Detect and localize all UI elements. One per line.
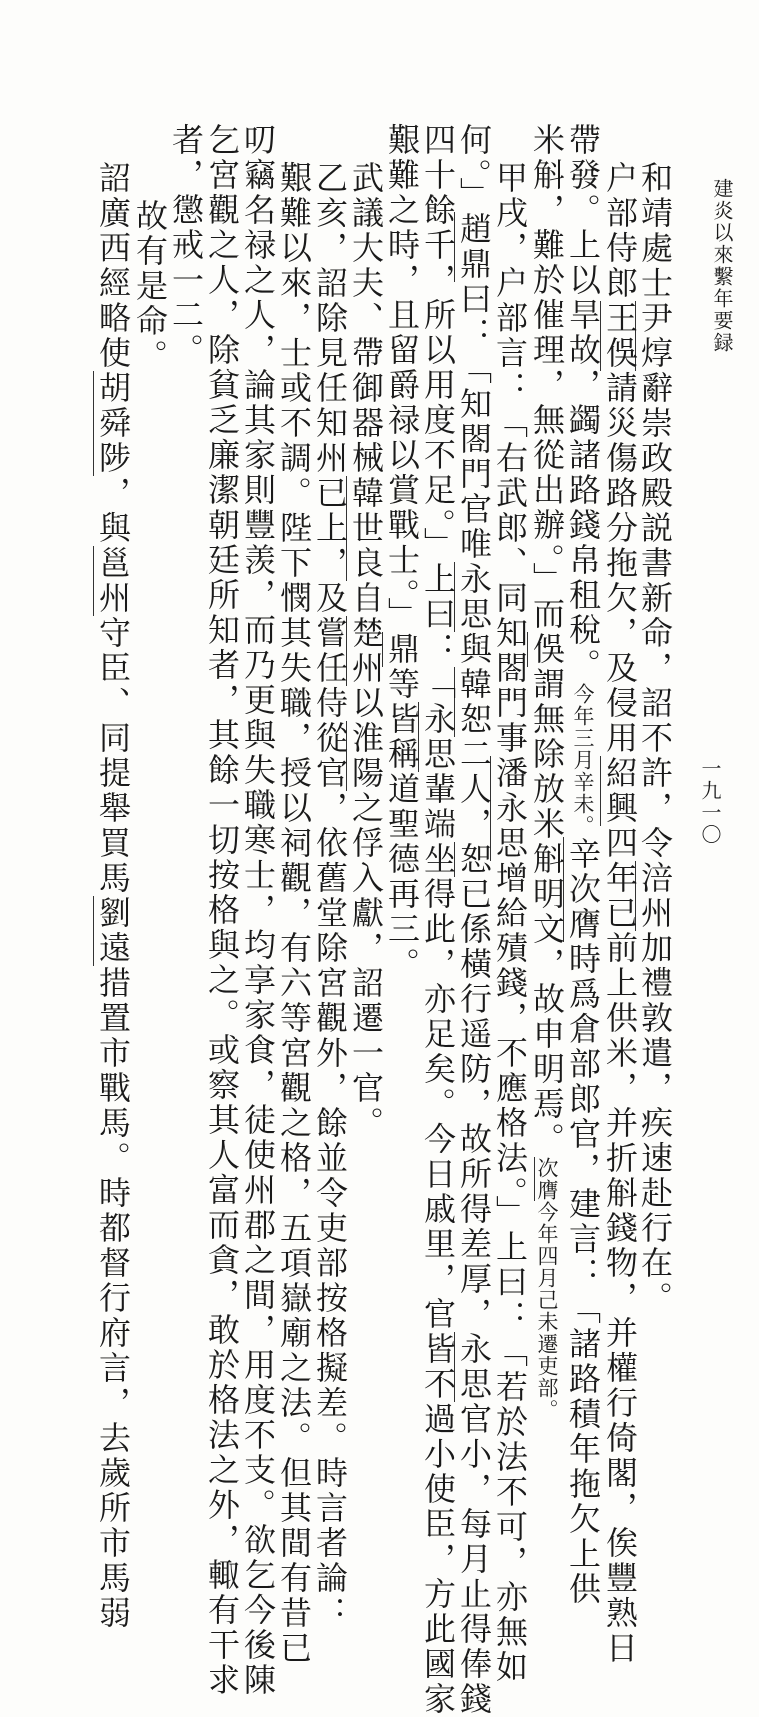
- text-segment: 何。」: [455, 123, 493, 212]
- proper-name: 辛次膺: [564, 837, 602, 942]
- text-segment: 二人，: [455, 737, 493, 842]
- text-segment: 之俘入獻，詔遷一官。: [347, 791, 385, 1141]
- text-column: [602, 161, 638, 1666]
- text-segment: 乞宮觀之人，除貧乏廉潔朝廷所知者，其餘一切按格與之。或察其人富而貪，敢於格法之外，輙有干求: [203, 123, 241, 1698]
- text-column: [95, 161, 131, 1631]
- text-column: [132, 199, 168, 374]
- text-segment: 米斛，難於催理，無從出辦。」而: [528, 123, 566, 632]
- text-segment: 乙亥，詔除見任知州已上，及嘗任侍從官，依舊堂除宮觀外，餘並令吏部按格擬差。時言者論：: [311, 161, 349, 1631]
- page-number: 一九一〇: [698, 758, 722, 846]
- text-segment: 甲戌，户部言：「右武郎、同知閤門事: [491, 161, 529, 756]
- book-title-header: 建炎以來繫年要録: [710, 178, 734, 354]
- proper-name: 王俁: [601, 301, 639, 371]
- proper-name: 永思: [455, 1332, 493, 1402]
- text-segment: 守臣、同提舉買馬: [94, 616, 132, 896]
- proper-name: 紹興: [601, 756, 639, 826]
- proper-name: 恕: [455, 842, 493, 877]
- proper-name: 胡舜陟: [94, 371, 132, 476]
- text-segment: 帶發。上以旱故，蠲諸路錢帛租稅。: [564, 123, 602, 683]
- text-segment: 已係橫行遥防，故所得差厚，: [455, 877, 493, 1332]
- text-column: [348, 161, 384, 1141]
- text-column: [240, 123, 276, 1698]
- proper-name: 楚州: [347, 616, 385, 686]
- proper-name: 劉遠: [94, 896, 132, 966]
- text-column: [384, 123, 420, 982]
- text-segment: 和靖處士: [636, 161, 674, 301]
- annotation-note: 今年三月辛未。: [571, 683, 595, 837]
- text-segment: 增給㱴錢，不應格法。」上曰：「若於法不可，亦無如: [491, 861, 529, 1685]
- text-segment: 艱難以來，士或不調。陛下憫其失職，授以祠觀，有六等宮觀之格，五項嶽廟之法。但其間有昔已: [275, 161, 313, 1666]
- text-column: [168, 123, 204, 368]
- text-segment: 四十餘千，所以用度不足。」上曰：「: [419, 123, 457, 702]
- text-segment: 曰：「知閤門官唯: [455, 282, 493, 562]
- proper-name: 尹焞: [636, 301, 674, 371]
- text-segment: 故有是命。: [131, 199, 169, 374]
- text-column: [529, 123, 565, 1421]
- text-segment: 以: [347, 686, 385, 721]
- text-segment: 詔廣西經略使: [94, 161, 132, 371]
- proper-name: 永思: [455, 562, 493, 632]
- text-segment: 請災傷路分拖欠，及侵用: [601, 371, 639, 756]
- text-segment: 户部侍郎: [601, 161, 639, 301]
- proper-name: 韓恕: [455, 667, 493, 737]
- text-segment: 四年已前上供米，并折斛錢物，并權行倚閣，俟豐熟日: [601, 826, 639, 1666]
- text-segment: ，與: [94, 476, 132, 546]
- proper-name: 邕州: [94, 546, 132, 616]
- text-column: [492, 161, 528, 1685]
- text-column: [204, 123, 240, 1698]
- text-column: [276, 161, 312, 1666]
- text-segment: 加禮敦遣，疾速赴行在。: [636, 931, 674, 1316]
- proper-name: 潘永思: [491, 756, 529, 861]
- text-column: [565, 123, 601, 1607]
- text-segment: 時爲倉部郎官，建言：「諸路積年拖欠上供: [564, 942, 602, 1607]
- proper-name: 涪州: [636, 861, 674, 931]
- text-segment: 等皆稱道聖德再三。: [383, 667, 421, 982]
- text-column: [312, 161, 348, 1631]
- proper-name: 趙鼎: [455, 212, 493, 282]
- proper-name: 鼎: [383, 632, 421, 667]
- annotation-note: 次膺: [535, 1157, 559, 1201]
- text-column: [420, 123, 456, 1717]
- annotation-note: 今年四月己未遷吏部。: [535, 1201, 559, 1421]
- text-segment: 輩端坐得此，亦足矣。今日戚里，官皆不過小使臣，方此國家: [419, 772, 457, 1717]
- text-segment: 謂無除放米斛明文，故申明焉。: [528, 667, 566, 1157]
- text-segment: 艱難之時，且留爵禄以賞戰士。」: [383, 123, 421, 632]
- proper-name: 永思: [419, 702, 457, 772]
- proper-name: 俁: [528, 632, 566, 667]
- proper-name: 淮陽: [347, 721, 385, 791]
- text-segment: 辭崇政殿説書新命，詔不許，令: [636, 371, 674, 861]
- text-segment: 武議大夫、帶御器械: [347, 161, 385, 476]
- text-segment: 與: [455, 632, 493, 667]
- text-segment: 措置市戰馬。時都督行府言，去歲所市馬弱: [94, 966, 132, 1631]
- text-segment: 自: [347, 581, 385, 616]
- text-segment: 叨竊名禄之人，論其家則豐羡，而乃更與失職寒士，均享家食，徒使州郡之間，用度不支。欲乞今後陳: [239, 123, 277, 1698]
- text-segment: 者，懲戒一二。: [167, 123, 205, 368]
- text-column: [637, 161, 673, 1316]
- text-segment: 官小，每月止得俸錢: [455, 1402, 493, 1717]
- proper-name: 韓世良: [347, 476, 385, 581]
- text-column: [456, 123, 492, 1717]
